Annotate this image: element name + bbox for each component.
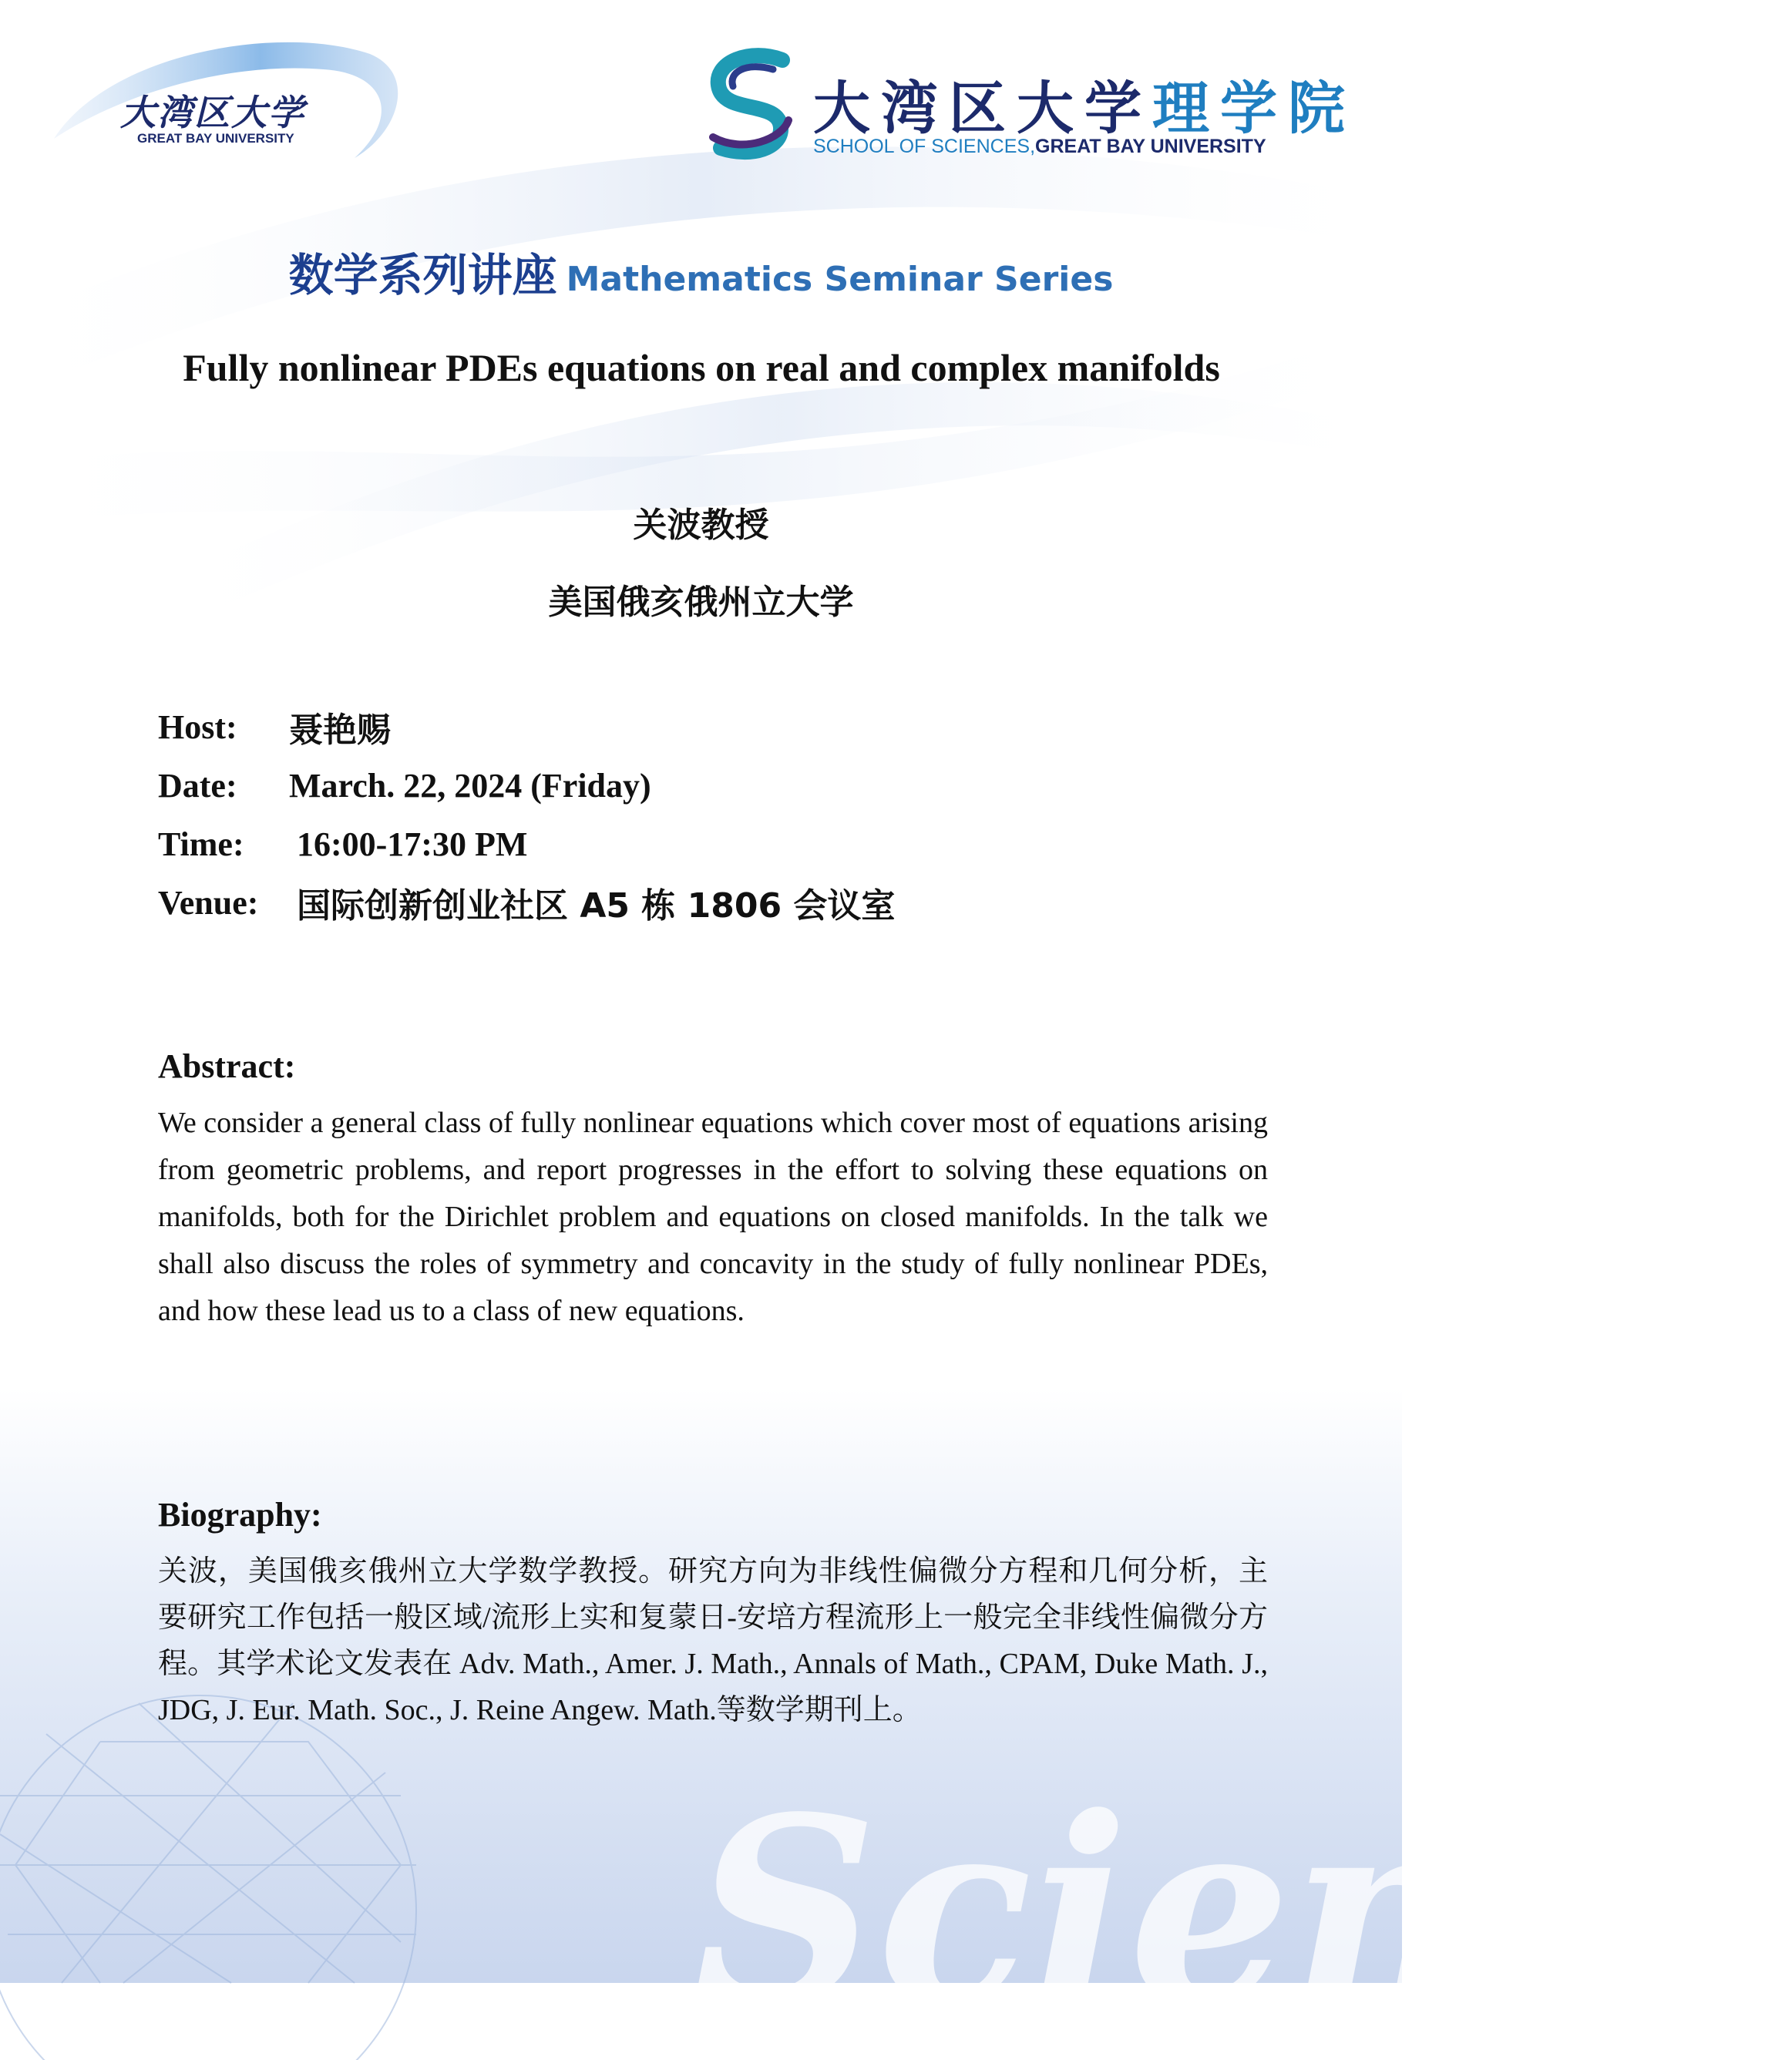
biography-body: 关波，美国俄亥俄州立大学数学教授。研究方向为非线性偏微分方程和几何分析，主要研究工作包括一般区域/流形上实和复蒙日-安培方程流形上一般完全非线性偏微分方程。其学术论文发表在 Adv. Math., Amer. J. Math., Annals of Math., CPAM, Duke Math. J., JDG, J. Eur. Math. Soc., J. Reine Angew. Math.等数学期刊上。 <box>158 1555 1268 1726</box>
university-name-en: GREAT BAY UNIVERSITY <box>137 131 294 146</box>
event-info <box>158 697 1237 932</box>
abstract-heading: Abstract: <box>158 1047 296 1085</box>
info-row-time <box>158 815 1237 873</box>
series-title-en: Mathematics Seminar Series <box>566 260 1114 299</box>
info-row-host <box>158 697 1237 756</box>
abstract-section <box>158 1047 1268 1335</box>
series-title-cn: 数学系列讲座 <box>288 249 557 301</box>
great-bay-university-logo <box>116 85 316 154</box>
venue-value: 国际创新创业社区 A5 栋 1806 会议室 <box>297 886 896 926</box>
speaker-name: 关波教授 <box>633 506 769 545</box>
school-name-cn <box>813 63 1356 145</box>
time-label: Time: <box>158 825 244 863</box>
date-label: Date: <box>158 766 237 805</box>
venue-label: Venue: <box>158 883 259 922</box>
date-value: March. 22, 2024 (Friday) <box>289 766 651 805</box>
info-row-date <box>158 756 1237 815</box>
science-watermark: Science <box>694 1761 1792 2060</box>
biography-heading: Biography: <box>158 1496 322 1534</box>
school-name-cn-university: 大湾区大学 <box>813 76 1152 142</box>
school-s-emblem-icon <box>698 46 805 162</box>
host-label: Host: <box>158 707 237 746</box>
info-row-venue <box>158 873 1237 932</box>
talk-title: Fully nonlinear PDEs equations on real and complex manifolds <box>183 346 1220 389</box>
school-name-en <box>813 136 1266 158</box>
school-of-sciences-logo <box>698 46 1356 162</box>
time-value: 16:00-17:30 PM <box>297 825 528 863</box>
university-name-cn: 大湾区大学 <box>120 92 305 133</box>
school-name-en-school: SCHOOL OF SCIENCES, <box>813 136 1036 157</box>
speaker-affiliation: 美国俄亥俄州立大学 <box>548 583 854 622</box>
school-name-cn-school: 理学院 <box>1152 76 1356 142</box>
biography-section <box>158 1495 1268 1733</box>
abstract-body: We consider a general class of fully nonlinear equations which cover most of equations arising from geometric problems, and report progresses in the effort to solving these equations on manifolds, both for the Dirichlet problem and equations on closed manifolds. In the talk we shall also discuss the roles of symmetry and concavity in the study of fully nonlinear PDEs, and how these lead us to a class of new equations. <box>158 1107 1268 1327</box>
school-name-en-university: GREAT BAY UNIVERSITY <box>1035 136 1266 157</box>
host-value: 聂艳赐 <box>289 711 391 750</box>
series-heading <box>0 239 1402 304</box>
